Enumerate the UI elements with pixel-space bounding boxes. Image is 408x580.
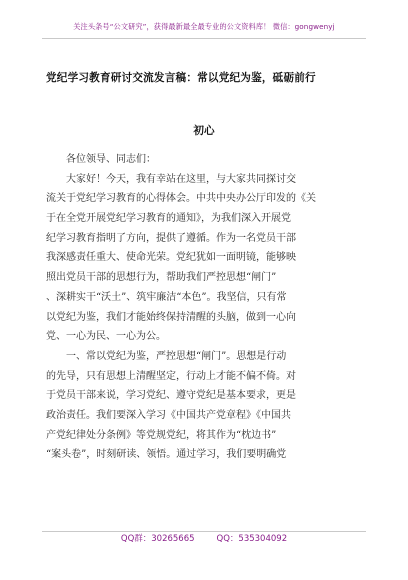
footer-divider [42,531,366,532]
paragraph-line: 流关于党纪学习教育的心得体会。中共中央办公厅印发的《关 [46,193,316,205]
paragraph-line: 于在全党开展党纪学习教育的通知》，为我们深入开展党 [46,213,291,225]
paragraph-line: 产党纪律处分条例》等党规党纪，将其作为“枕边书” [46,429,277,441]
paragraph-line: 、深耕实干“沃土”、筑牢廉洁“本色”。我坚信，只有常 [46,291,287,303]
salutation: 各位领导、同志们： [66,154,156,165]
qq-contact-label: QQ：535304092 [216,534,288,544]
paragraph-line: 照出党员干部的思想行为，帮助我们严控思想“闸门” [46,272,277,284]
paragraph-line: 大家好！今天，我有幸站在这里，与大家共同探讨交 [66,173,296,185]
document-body [46,150,366,465]
header-banner: 关注头条号“公文研究”，获得最新最全最专业的公文资料库！ 微信：gongwenyj [73,22,335,31]
paragraph-line: 纪学习教育指明了方向，提供了遵循。作为一名党员干部 [46,232,296,244]
document-title: 党纪学习教育研讨交流发言稿：常以党纪为鉴，砥砺前行 [46,72,316,84]
qq-group-label: QQ群：30265665 [120,534,195,544]
paragraph-line: 的先导，只有思想上清醒坚定，行动上才能不偏不倚。对 [46,370,296,382]
paragraph-line: 以党纪为鉴，我们才能始终保持清醒的头脑，做到一心向 [46,311,296,323]
paragraph-line: 于党员干部来说，学习党纪、遵守党纪是基本要求，更是 [46,390,296,402]
document-subtitle: 初心 [193,125,215,137]
header-divider [42,38,366,39]
paragraph-line: 党、一心为民、一心为公。 [46,331,166,343]
section-heading-line: 一、常以党纪为鉴，严控思想“闸门”。思想是行动 [66,350,287,362]
paragraph-line: 政治责任。我们要深入学习《中国共产党章程》《中国共 [46,409,291,421]
paragraph-line: 我深感责任重大、使命光荣。党纪犹如一面明镜，能够映 [46,252,296,264]
paragraph-line: “案头卷”，时刻研读、领悟。通过学习，我们要明确党 [46,449,287,461]
footer [0,533,408,545]
